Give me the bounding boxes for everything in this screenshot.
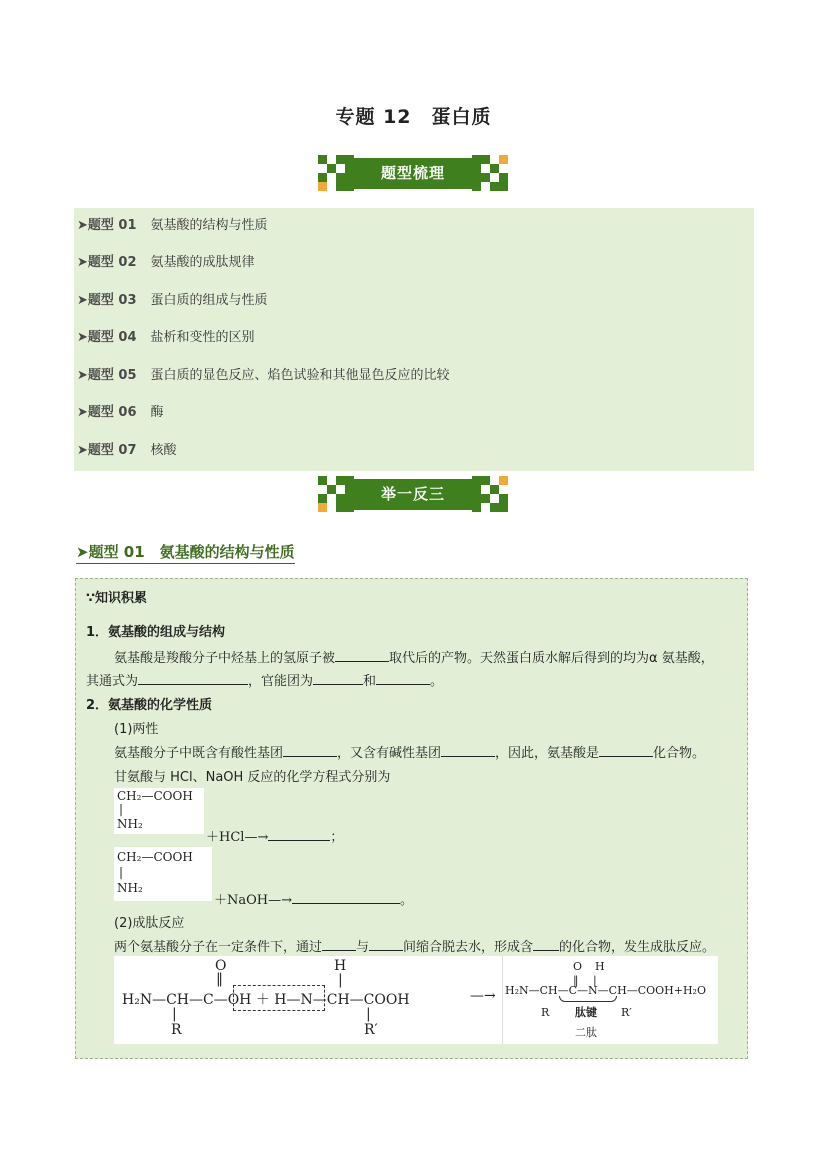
topic-item[interactable]: ➤题型 01 氨基酸的结构与性质 [77, 218, 268, 233]
section-banner-overview [318, 155, 508, 192]
answer-blank[interactable] [292, 891, 400, 904]
checker-decoration-left [318, 476, 354, 513]
answer-blank[interactable] [441, 744, 495, 757]
knowledge-heading: ∵知识积累 [86, 591, 148, 606]
glycine-formula: CH₂—COOH | NH₂ [114, 788, 204, 834]
paragraph: 两个氨基酸分子在一定条件下，通过 与 间缩合脱去水，形成含 的化合物，发生成肽反应。 [114, 940, 716, 955]
answer-blank[interactable] [313, 672, 363, 685]
topic-item[interactable]: ➤题型 02 氨基酸的成肽规律 [77, 255, 255, 270]
peptide-bond-brace [559, 996, 617, 1002]
topic-item[interactable]: ➤题型 07 核酸 [77, 443, 177, 458]
product-panel: O H ‖ | H₂N—CH—C—N—CH—COOH+H₂O R R′ 肽键 二肽 [502, 956, 719, 1044]
paragraph: 氨基酸分子中既含有酸性基团 ，又含有碱性基团 ，因此，氨基酸是 化合物。 [114, 746, 706, 761]
banner-label: 举一反三 [352, 479, 474, 510]
paragraph: 甘氨酸与 HCl、NaOH 反应的化学方程式分别为 [114, 770, 391, 785]
equation-naoh: ＋NaOH—→ 。 [214, 893, 414, 908]
answer-blank[interactable] [268, 828, 330, 841]
topic-item[interactable]: ➤题型 03 蛋白质的组成与性质 [77, 293, 268, 308]
subheading-structure: 1．氨基酸的组成与结构 [86, 625, 226, 640]
paragraph: 其通式为 ，官能团为 和 。 [86, 674, 444, 689]
answer-blank[interactable] [335, 649, 389, 662]
section-banner-practice [318, 476, 508, 513]
answer-blank[interactable] [376, 672, 430, 685]
page-title: 专题 12 蛋白质 [335, 106, 492, 128]
answer-blank[interactable] [533, 938, 559, 951]
checker-decoration-right [472, 476, 508, 513]
answer-blank[interactable] [138, 672, 248, 685]
section-heading[interactable]: ➤题型 01 氨基酸的结构与性质 [76, 541, 295, 564]
equation-hcl: ＋HCl—→ ； [206, 830, 344, 845]
checker-decoration-left [318, 155, 354, 192]
topic-item[interactable]: ➤题型 05 蛋白质的显色反应、焰色试验和其他显色反应的比较 [77, 368, 450, 383]
reaction-arrow: —→ [470, 988, 496, 1004]
topic-list [74, 208, 754, 471]
reactants-panel: O ‖ H | H₂N—CH—C—OH ＋ H—N—CH—COOH | R | R′ [122, 958, 410, 1038]
subsection-label: (1)两性 [114, 722, 159, 737]
subsection-label: (2)成肽反应 [114, 916, 185, 931]
answer-blank[interactable] [283, 744, 337, 757]
topic-item[interactable]: ➤题型 06 酶 [77, 405, 164, 420]
glycine-formula: CH₂—COOH | NH₂ [114, 847, 212, 901]
checker-decoration-right [472, 155, 508, 192]
subheading-properties: 2．氨基酸的化学性质 [86, 698, 213, 713]
water-removal-box [233, 985, 325, 1011]
peptide-reaction-diagram [114, 956, 718, 1044]
banner-label: 题型梳理 [352, 158, 474, 189]
topic-item[interactable]: ➤题型 04 盐析和变性的区别 [77, 330, 255, 345]
answer-blank[interactable] [322, 938, 356, 951]
paragraph: 氨基酸是羧酸分子中烃基上的氢原子被 取代后的产物。天然蛋白质水解后得到的均为α 氨基酸， [114, 651, 714, 666]
answer-blank[interactable] [369, 938, 403, 951]
answer-blank[interactable] [599, 744, 653, 757]
